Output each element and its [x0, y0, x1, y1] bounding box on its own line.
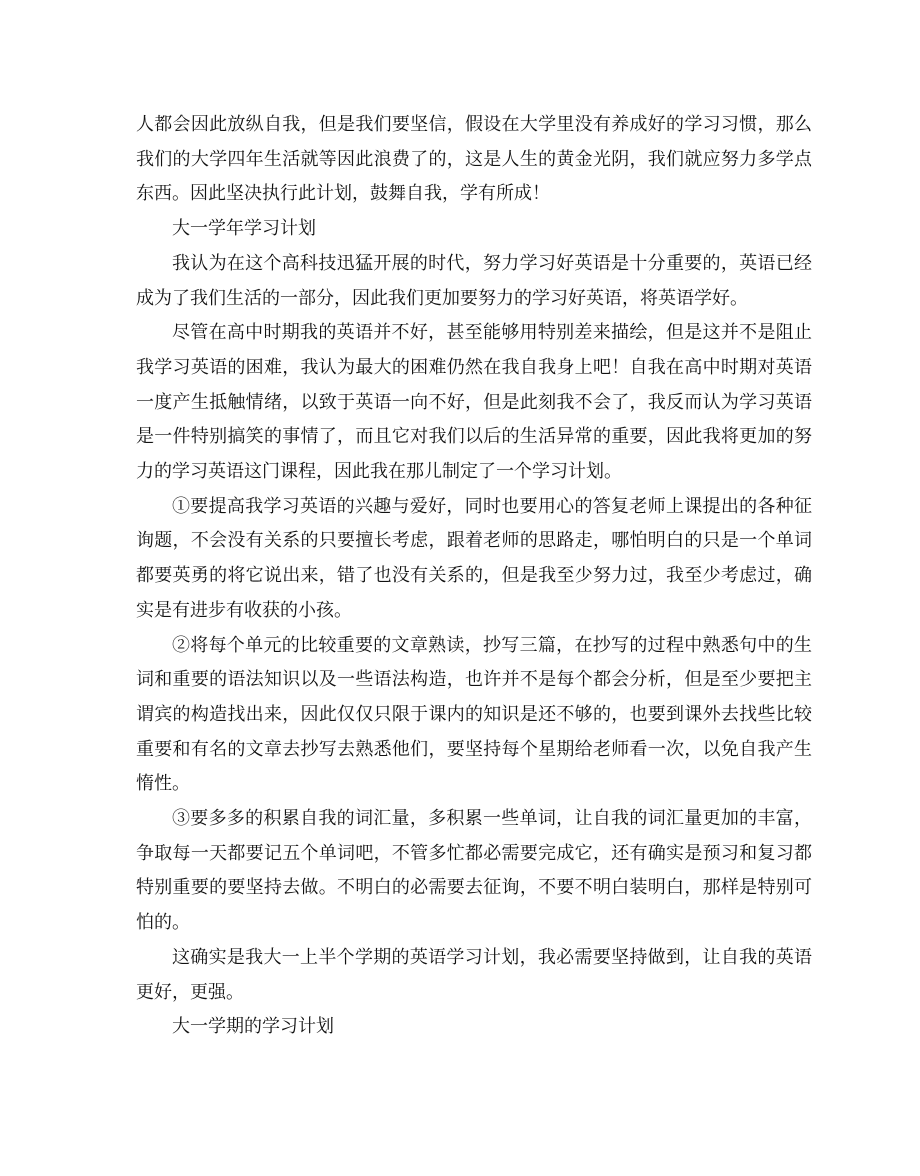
document-page: [136, 108, 812, 1045]
paragraph-plan-item-1: ①要提高我学习英语的兴趣与爱好，同时也要用心的答复老师上课提出的各种征询题，不会没有关系的只要擅长考虑，跟着老师的思路走，哪怕明白的只是一个单词都要英勇的将它说出来，错了也没有关系的，但是我至少努力过，我至少考虑过，确实是有进步有收获的小孩。: [136, 495, 812, 621]
paragraph-plan-summary: 这确实是我大一上半个学期的英语学习计划，我必需要坚持做到，让自我的英语更好，更强。: [136, 946, 812, 1003]
section-heading-semester-plan: 大一学期的学习计划: [172, 1016, 334, 1038]
paragraph-english-importance: 我认为在这个高科技迅猛开展的时代，努力学习好英语是十分重要的，英语已经成为了我们生活的一部分，因此我们更加要努力的学习好英语，将英语学好。: [136, 252, 812, 309]
section-heading-year-plan: 大一学年学习计划: [172, 218, 316, 240]
paragraph-plan-item-2: ②将每个单元的比较重要的文章熟读，抄写三篇，在抄写的过程中熟悉句中的生词和重要的语法知识以及一些语法构造，也许并不是每个都会分析，但是至少要把主谓宾的构造找出来，因此仅仅只限于课内的知识是还不够的，也要到课外去找些比较重要和有名的文章去抄写去熟悉他们，要坚持每个星期给老师看一次，以免自我产生惰性。: [136, 634, 812, 795]
paragraph-high-school-english: 尽管在高中时期我的英语并不好，甚至能够用特别差来描绘，但是这并不是阻止我学习英语的困难，我认为最大的困难仍然在我自我身上吧！自我在高中时期对英语一度产生抵触情绪，以致于英语一向不好，但是此刻我不会了，我反而认为学习英语是一件特别搞笑的事情了，而且它对我们以后的生活异常的重要，因此我将更加的努力的学习英语这门课程，因此我在那儿制定了一个学习计划。: [136, 322, 812, 483]
paragraph-continuation: 人都会因此放纵自我，但是我们要坚信，假设在大学里没有养成好的学习习惯，那么我们的大学四年生活就等因此浪费了的，这是人生的黄金光阴，我们就应努力多学点东西。因此坚决执行此计划，鼓舞自我，学有所成！: [136, 114, 812, 205]
paragraph-plan-item-3: ③要多多的积累自我的词汇量，多积累一些单词，让自我的词汇量更加的丰富，争取每一天都要记五个单词吧，不管多忙都必需要完成它，还有确实是预习和复习都特别重要的要坚持去做。不明白的必需要去征询，不要不明白装明白，那样是特别可怕的。: [136, 808, 812, 934]
